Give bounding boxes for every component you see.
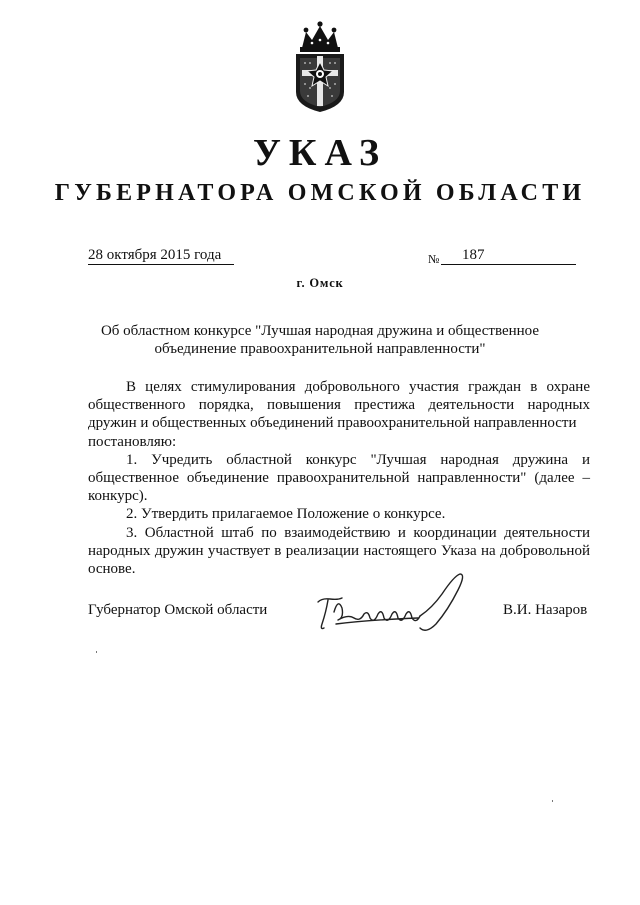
body-decree-word: постановляю:: [88, 433, 177, 450]
decree-body: [88, 378, 590, 578]
heading-line-1: Об областном конкурсе "Лучшая народная дружина и общественное: [100, 323, 540, 339]
heading-line-2: объединение правоохранительной направленности": [154, 341, 486, 357]
decree-number: 187: [462, 247, 485, 263]
document-title: УКАЗ: [253, 132, 387, 174]
handwritten-signature: [308, 568, 468, 638]
body-item-1: 1. Учредить областной конкурс "Лучшая народная дружина и общественное объединение правоохранительной направленности" (далее – конкурс).: [88, 451, 590, 505]
scan-speck: [552, 800, 553, 802]
city-label: г. Омск: [296, 276, 344, 290]
decree-heading: [100, 322, 540, 358]
decree-date: 28 октября 2015 года: [88, 246, 234, 265]
body-item-3: 3. Областной штаб по взаимодействию и координации деятельности народных дружин участвует в реализации настоящего Указа на добровольной основе.: [88, 524, 590, 578]
body-item-2: 2. Утвердить прилагаемое Положение о конкурсе.: [126, 506, 446, 523]
issuer-subtitle: ГУБЕРНАТОРА ОМСКОЙ ОБЛАСТИ: [54, 180, 586, 206]
signatory-name: В.И. Назаров: [503, 602, 588, 618]
signatory-position: Губернатор Омской области: [88, 602, 268, 618]
body-intro: В целях стимулирования добровольного участия граждан в охране общественного порядка, повышения престижа деятельности народных дружин и общественных объединений правоохранительной направленности: [88, 379, 590, 432]
coat-of-arms-emblem: [288, 18, 352, 114]
scan-speck: [96, 651, 97, 653]
number-label: №: [428, 252, 440, 266]
